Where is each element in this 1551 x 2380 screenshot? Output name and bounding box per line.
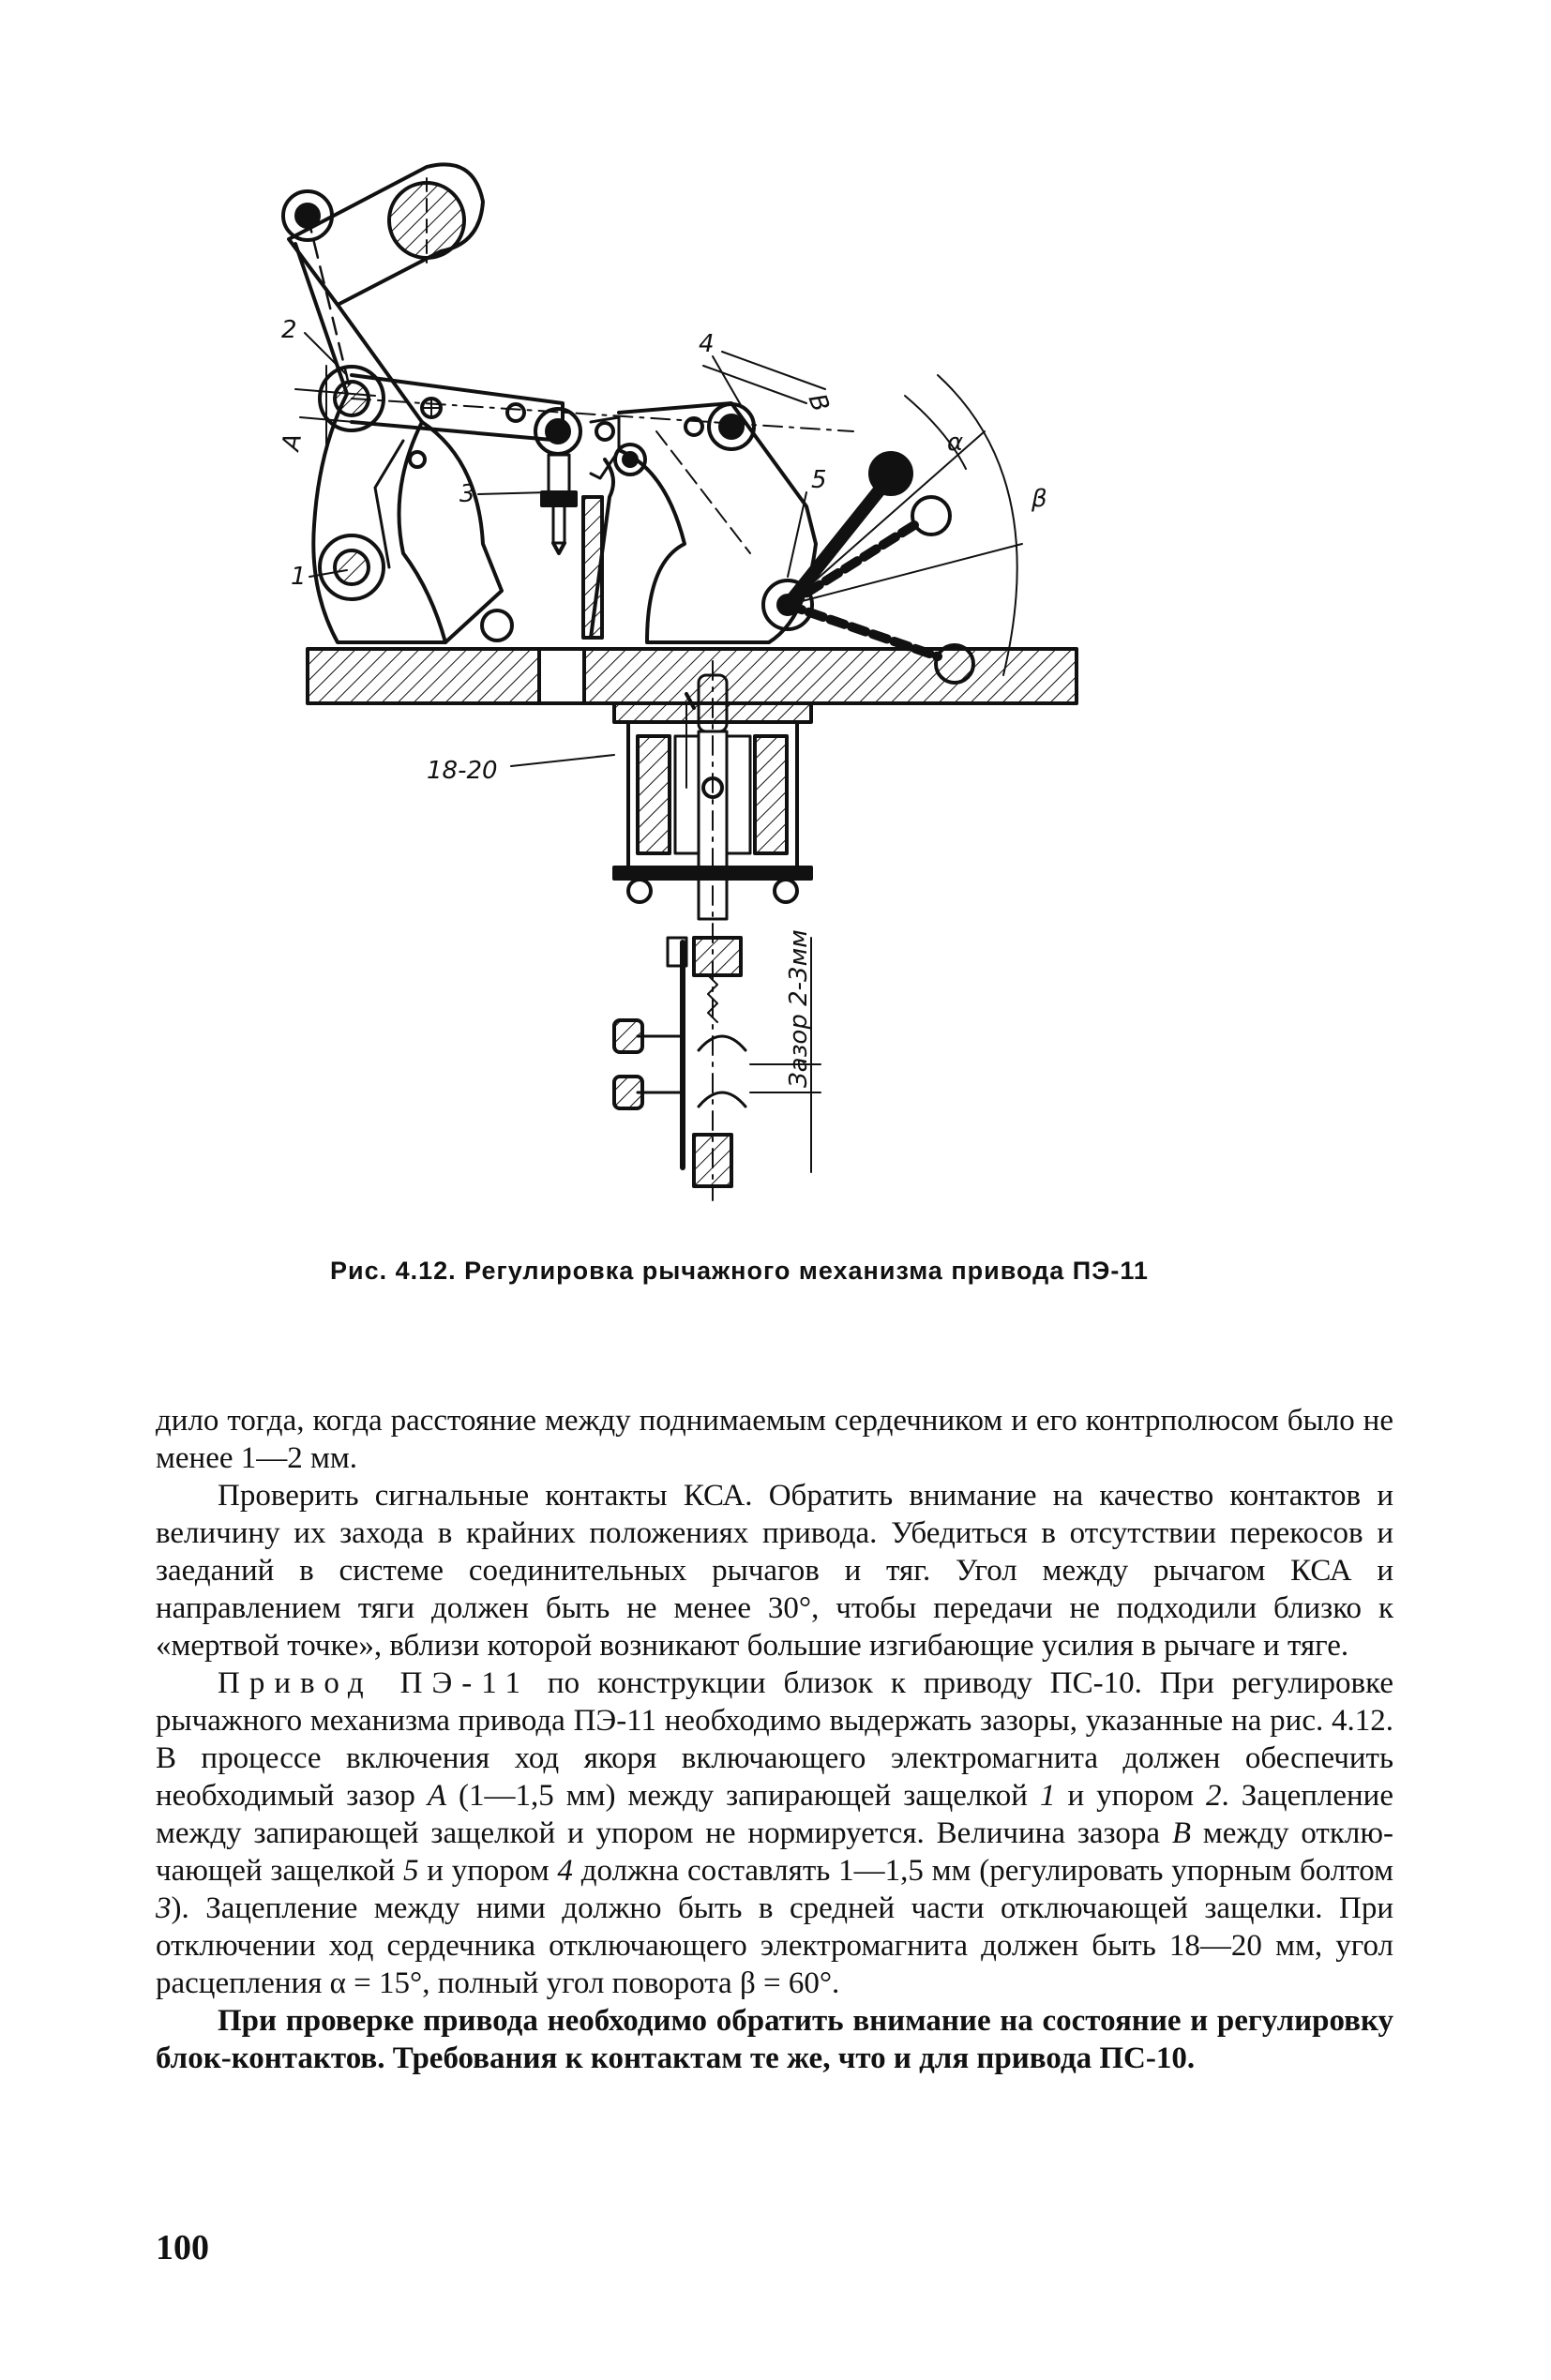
paragraph-2: Проверить сигнальные контакты КСА. Обратить внимание на качество контактов и величину их захода в крайних положениях привода. Убедиться в отсутствии перекосов и заеданий в системе соединительных рычагов и тяг. Угол между рычагом КСА и направлением тяги должен быть не менее 30°, чтобы передачи не подходили близко к «мертвой точке», вблизи которой возникают большие изгибающие усилия в рычаге и тяге. xyxy=(156,1479,1393,1663)
ref-5: 5 xyxy=(402,1854,419,1888)
page-number: 100 xyxy=(156,2228,209,2267)
label-3: 3 xyxy=(459,480,475,508)
ref-3: 3 xyxy=(156,1891,172,1925)
ref-2: 2 xyxy=(1206,1779,1222,1813)
symbol-a: А xyxy=(427,1779,446,1813)
mechanism-drawing xyxy=(277,150,1107,1228)
label-beta: β xyxy=(1031,485,1047,513)
paragraph-3-text-c: и упором xyxy=(1055,1779,1207,1813)
adjusting-bolt-3 xyxy=(542,455,576,553)
paragraph-3 xyxy=(156,1664,1393,2002)
paragraph-3-text-d: . Зацепление между запирающей защелкой и упором не нормируется. Величина зазора xyxy=(156,1779,1393,1850)
label-5: 5 xyxy=(811,466,827,494)
label-4: 4 xyxy=(699,330,715,358)
symbol-b: В xyxy=(1171,1816,1192,1850)
signal-contacts xyxy=(614,938,745,1186)
rotating-handle xyxy=(788,375,1022,683)
figure-mechanism-drawing xyxy=(277,150,1107,1228)
paragraph-3-lead: Привод ПЭ-11 xyxy=(218,1666,530,1700)
paragraph-3-text-e: между отключающей защелкой xyxy=(156,1816,1394,1888)
label-a: А xyxy=(277,431,309,453)
figure-caption: Рис. 4.12. Регулировка рычажного механизма привода ПЭ-11 xyxy=(330,1257,1149,1285)
dimension-b xyxy=(703,352,825,403)
paragraph-3-text-b: (1—1,5 мм) между запирающей защелкой xyxy=(446,1779,1040,1813)
ref-1: 1 xyxy=(1039,1779,1056,1813)
plunger xyxy=(686,661,727,1200)
base-plate xyxy=(308,649,1077,703)
body-text xyxy=(156,1402,1393,2077)
upper-lever xyxy=(283,164,483,384)
ref-4: 4 xyxy=(557,1854,573,1888)
horizontal-link xyxy=(352,375,853,441)
paragraph-3-text-h: ). Зацепление между ними должно быть в средней части отключающей защелки. При отключении ход сердечника отключающего электромагнита должен быть 18—20 мм, угол расцепления α = 15°, полный угол поворота β = 60°. xyxy=(156,1891,1393,2000)
label-gap: Зазор 2-3мм xyxy=(785,929,813,1088)
label-2: 2 xyxy=(281,316,297,344)
paragraph-4: При проверке привода необходимо обратить внимание на состояние и регулировку блок-контактов. Требования к контактам те же, что и для привода ПС-10. xyxy=(156,2004,1393,2075)
paragraph-3-text-a: по конструкции близок к приводу ПС-10. При регулировке рычажного механизма привода ПЭ-11 необходимо выдержать зазоры, указанные на рис. 4.12. В процессе включения ход якоря включающего электромагнита должен обеспечить необходимый зазор xyxy=(156,1666,1393,1813)
label-stroke: 18-20 xyxy=(427,757,498,785)
label-1: 1 xyxy=(291,563,307,591)
paragraph-3-text-g: должна составлять 1—1,5 мм (регулировать упорным болтом xyxy=(572,1854,1394,1888)
label-b: В xyxy=(802,390,835,416)
paragraph-3-text-f: и упором xyxy=(418,1854,558,1888)
paragraph-1: дило тогда, когда расстояние между поднимаемым сердечником и его контрполюсом было не менее 1—2 мм. xyxy=(156,1404,1393,1475)
base-plate-hole xyxy=(539,649,584,703)
label-alpha: α xyxy=(947,429,964,457)
